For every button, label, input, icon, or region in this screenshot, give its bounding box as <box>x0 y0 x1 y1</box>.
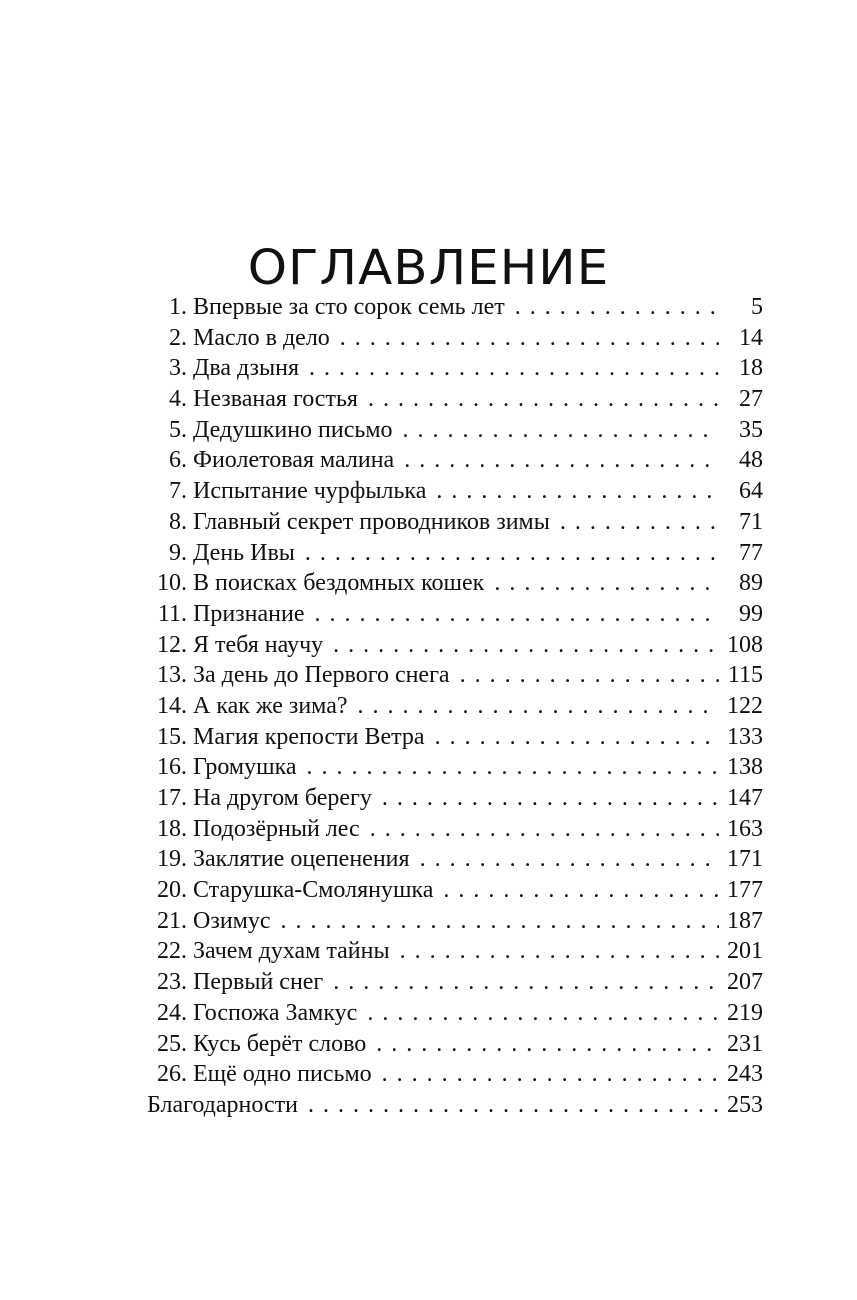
dot-leader <box>403 415 719 446</box>
chapter-number: 5. <box>169 416 187 443</box>
page-number: 115 <box>727 662 763 689</box>
toc-entry <box>147 814 763 845</box>
chapter-number: 4. <box>169 386 187 413</box>
dot-leader <box>370 814 719 845</box>
dot-leader <box>560 507 719 538</box>
chapter-title: Испытание чурфылька <box>193 478 427 505</box>
toc-entry <box>147 844 763 875</box>
chapter-number: 21. <box>157 907 187 934</box>
dot-leader <box>309 353 719 384</box>
chapter-title: Госпожа Замкус <box>193 999 358 1026</box>
chapter-title: Озимус <box>193 907 271 934</box>
page-number: 133 <box>727 723 763 750</box>
chapter-title: Я тебя научу <box>193 631 324 658</box>
chapter-number: 19. <box>157 846 187 873</box>
chapter-number: 12. <box>157 631 187 658</box>
dot-leader <box>376 1029 719 1060</box>
toc-entry <box>147 936 763 967</box>
page-number: 219 <box>727 999 763 1026</box>
dot-leader <box>382 1059 719 1090</box>
page-number: 48 <box>739 447 763 474</box>
chapter-number: 7. <box>169 478 187 505</box>
toc-entry <box>147 568 763 599</box>
dot-leader <box>443 875 719 906</box>
chapter-title: Старушка-Смолянушка <box>193 877 434 904</box>
dot-leader <box>305 538 719 569</box>
page-number: 71 <box>739 508 763 535</box>
chapter-title: Дедушкино письмо <box>193 416 393 443</box>
page-title: ОГЛАВЛЕНИЕ <box>247 240 610 297</box>
dot-leader <box>340 323 719 354</box>
chapter-number: 23. <box>157 969 187 996</box>
dot-leader <box>515 292 719 323</box>
dot-leader <box>494 568 719 599</box>
dot-leader <box>460 660 719 691</box>
chapter-title: Впервые за сто сорок семь лет <box>193 294 505 320</box>
page-number: 27 <box>739 386 763 413</box>
page-number: 201 <box>727 938 763 965</box>
chapter-title: Зачем духам тайны <box>193 938 390 965</box>
page-number: 253 <box>727 1091 763 1118</box>
chapter-number: 9. <box>169 539 187 566</box>
dot-leader <box>307 752 719 783</box>
chapter-title: За день до Первого снега <box>193 662 450 689</box>
chapter-number: 3. <box>169 355 187 382</box>
page-number: 147 <box>727 785 763 811</box>
chapter-title: В поисках бездомных кошек <box>193 570 485 597</box>
toc-entry <box>147 507 763 538</box>
page-number: 89 <box>739 570 763 597</box>
dot-leader <box>367 998 719 1029</box>
toc-entry <box>147 353 763 384</box>
chapter-title: Признание <box>193 600 305 627</box>
page-number: 5 <box>751 294 763 320</box>
chapter-number: 2. <box>169 324 187 351</box>
page-number: 108 <box>727 631 763 658</box>
chapter-title: Громушка <box>193 754 297 781</box>
toc-entry <box>147 752 763 783</box>
chapter-title: Главный секрет проводников зимы <box>193 508 550 535</box>
toc-entry <box>147 660 763 691</box>
chapter-number: 25. <box>157 1030 187 1057</box>
toc-entry <box>147 323 763 354</box>
chapter-number: 22. <box>157 938 187 965</box>
chapter-title: Незваная гостья <box>193 386 358 413</box>
chapter-title: Подозёрный лес <box>193 815 360 842</box>
chapter-title: Ещё одно письмо <box>193 1061 372 1088</box>
dot-leader <box>435 722 719 753</box>
toc-entry <box>147 599 763 630</box>
table-of-contents <box>147 292 763 1121</box>
chapter-number: 26. <box>157 1061 187 1088</box>
chapter-number: 17. <box>157 785 187 811</box>
dot-leader <box>368 384 719 415</box>
chapter-number: 11. <box>157 600 187 627</box>
dot-leader <box>315 599 720 630</box>
toc-entry <box>147 415 763 446</box>
dot-leader <box>436 476 719 507</box>
chapter-title: Фиолетовая малина <box>193 447 395 474</box>
dot-leader <box>358 691 719 722</box>
chapter-title: Масло в дело <box>193 324 330 351</box>
dot-leader <box>404 445 719 476</box>
page-number: 207 <box>727 969 763 996</box>
page-number: 35 <box>739 416 763 443</box>
toc-entry <box>147 722 763 753</box>
chapter-number: 18. <box>157 815 187 842</box>
page-number: 64 <box>739 478 763 505</box>
toc-entry <box>147 1059 763 1090</box>
dot-leader <box>333 630 719 661</box>
chapter-number: 16. <box>157 754 187 781</box>
chapter-title: Магия крепости Ветра <box>193 723 425 750</box>
dot-leader <box>400 936 719 967</box>
page-number: 187 <box>727 907 763 934</box>
page-number: 14 <box>739 324 763 351</box>
page-number: 99 <box>739 600 763 627</box>
toc-entry <box>147 906 763 937</box>
chapter-title: День Ивы <box>193 539 295 566</box>
toc-entry <box>147 875 763 906</box>
page-number: 138 <box>727 754 763 781</box>
page-number: 177 <box>727 877 763 904</box>
chapter-number: 15. <box>157 723 187 750</box>
page-number: 171 <box>727 846 763 873</box>
page-number: 77 <box>739 539 763 566</box>
chapter-number: 20. <box>157 877 187 904</box>
toc-entry <box>147 630 763 661</box>
toc-entry <box>147 538 763 569</box>
dot-leader <box>281 906 720 937</box>
dot-leader <box>308 1090 719 1121</box>
toc-entry <box>147 967 763 998</box>
dot-leader <box>420 844 719 875</box>
page-number: 231 <box>727 1030 763 1057</box>
toc-entry-acknowledgements <box>147 1090 763 1121</box>
chapter-number: 8. <box>169 508 187 535</box>
chapter-number: 14. <box>157 692 187 719</box>
chapter-number: 24. <box>157 999 187 1026</box>
chapter-number: 13. <box>157 662 187 689</box>
page-number: 18 <box>739 355 763 382</box>
chapter-title: А как же зима? <box>193 692 348 719</box>
chapter-number: 6. <box>169 447 187 474</box>
chapter-number: 10. <box>157 570 187 597</box>
chapter-title: Два дзыня <box>193 355 300 382</box>
toc-entry <box>147 783 763 814</box>
chapter-title: На другом берегу <box>193 785 372 811</box>
toc-entry <box>147 691 763 722</box>
toc-entry <box>147 384 763 415</box>
chapter-title: Кусь берёт слово <box>193 1030 367 1057</box>
chapter-title: Первый снег <box>193 969 324 996</box>
toc-entry <box>147 445 763 476</box>
toc-entry <box>147 292 763 323</box>
dot-leader <box>382 783 719 814</box>
page-number: 243 <box>727 1061 763 1088</box>
page-number: 122 <box>727 692 763 719</box>
toc-entry <box>147 1029 763 1060</box>
chapter-title: Заклятие оцепенения <box>193 846 410 873</box>
toc-entry <box>147 476 763 507</box>
chapter-title: Благодарности <box>147 1091 298 1118</box>
toc-entry <box>147 998 763 1029</box>
page-number: 163 <box>727 815 763 842</box>
dot-leader <box>333 967 719 998</box>
chapter-number: 1. <box>169 294 187 320</box>
